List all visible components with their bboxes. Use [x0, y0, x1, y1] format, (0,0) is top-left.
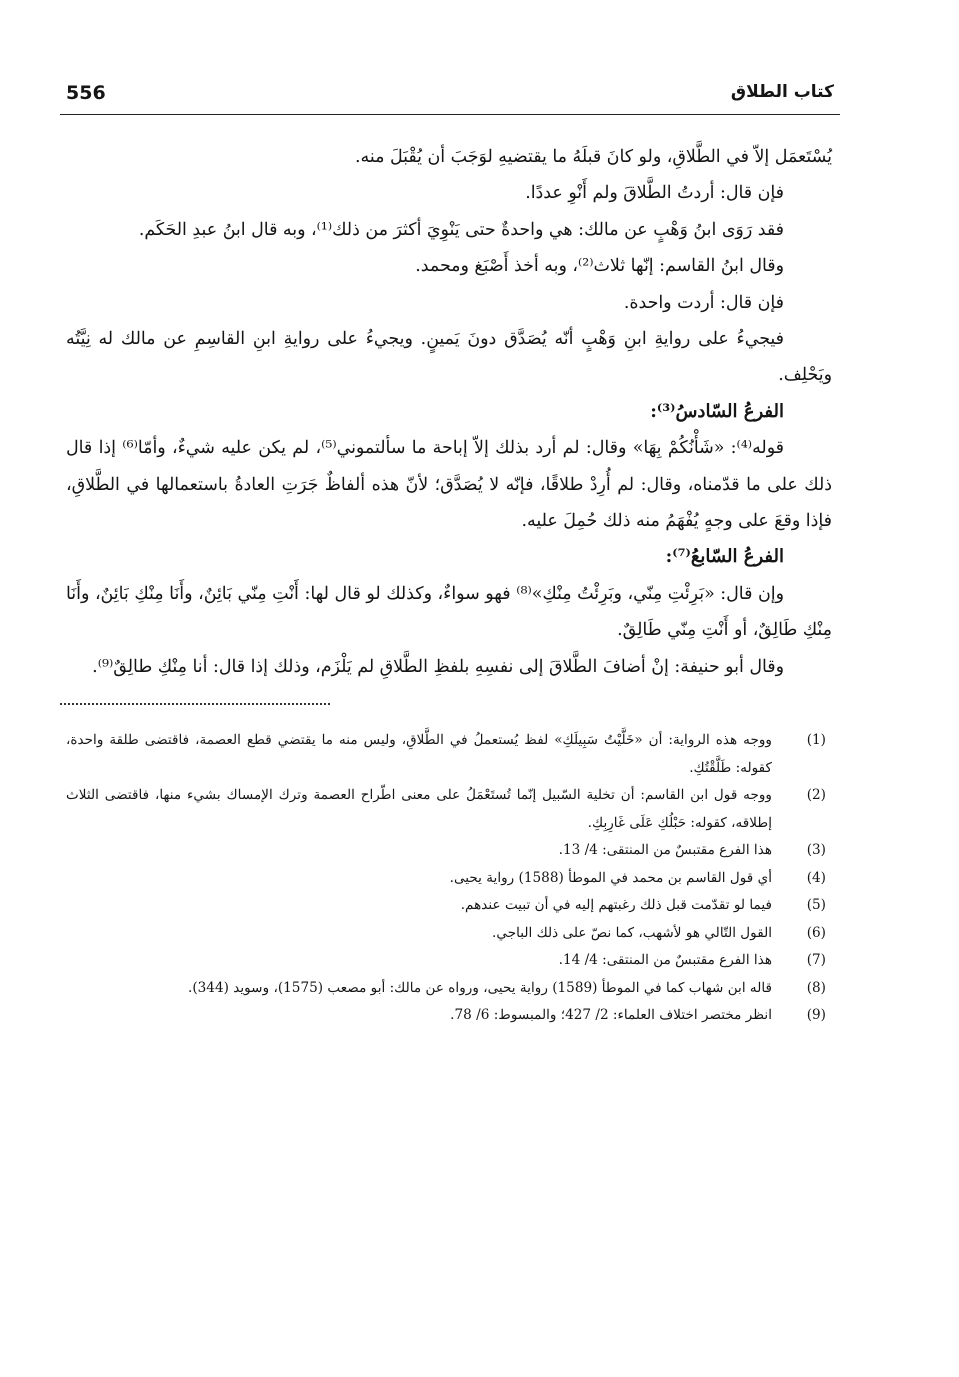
footnote	[66, 865, 832, 893]
paragraph: فإن قال: أردتُ الطَّلاقَ ولم أَنْوِ عددًا.	[525, 183, 784, 204]
footnote-separator	[60, 703, 330, 705]
footnote-text: القول التّالي هو لأشهب، كما نصّ على ذلك الباجي.	[492, 924, 772, 941]
footnote-number: (7)	[806, 952, 826, 969]
paragraph: قوله⁽⁴⁾: «شَأْنُكُمْ بِهَا» وقال: لم أرد بذلك إلاّ إباحة ما سألتموني⁽⁵⁾، لم يكن عليه شيءٌ، وأمّا⁽⁶⁾ إذا قال ذلك على ما قدّمناه، وقال: لم أُرِدْ طلاقًا، فإنّه لا يُصَدَّق؛ لأنّ هذه ألفاظٌ جَرَتِ العادةُ باستعمالها في الطَّلاقِ، فإذا وقعَ على وجهٍ يُفْهَمُ منه ذلك حُمِلَ عليه.	[66, 438, 832, 532]
page-header	[60, 78, 840, 115]
footnote-number: (5)	[806, 897, 826, 914]
section-heading: الفرعُ السّابعُ⁽⁷⁾:	[665, 546, 784, 568]
paragraph: وقال ابنُ القاسم: إنّها ثلاث⁽²⁾، وبه أخذ أَصْبَغ ومحمد.	[415, 256, 784, 277]
footnote-text: فيما لو تقدّمت قبل ذلك رغبتهم إليه في أن تبيت عندهم.	[460, 897, 772, 914]
running-title: كتاب الطلاق	[730, 82, 834, 102]
footnote-number: (9)	[806, 1007, 826, 1024]
main-text	[60, 139, 840, 685]
footnote-number: (3)	[806, 842, 826, 859]
footnote-text: ووجه قول ابن القاسم: أن تخلية السّبيل إنّما تُستَعْمَلُ على معنى اطّراح العصمة وترك الإمساك بشيء منها، فاقتضى الثلاث إطلاقه، كقوله: حَبْلُكِ عَلَى غَارِبِكِ.	[66, 787, 772, 831]
footnote	[66, 892, 832, 920]
footnote-number: (4)	[806, 869, 826, 886]
paragraph: يُسْتَعمَل إلاّ في الطَّلاقِ، ولو كانَ قبلَهُ ما يقتضيهِ لوَجَبَ أن يُقْبَلَ منه.	[355, 147, 832, 167]
footnote	[66, 947, 832, 975]
footnotes	[60, 727, 840, 1030]
footnote	[66, 975, 832, 1003]
footnote	[66, 920, 832, 948]
paragraph: وإن قال: «بَرِئْتِ مِنّي، وبَرِئْتُ مِنْكِ»⁽⁸⁾ فهو سواءٌ، وكذلك لو قال لها: أَنْتِ مِنّي بَائِنٌ، وأَنَا مِنْكِ بَائِنٌ، وأَنَا مِنْكِ طَالِقٌ، أو أَنْتِ مِنّي طَالِقٌ.	[66, 583, 832, 641]
footnote-number: (1)	[806, 732, 826, 749]
footnote-text: أي قول القاسم بن محمد في الموطأ (1588) رواية يحيى.	[449, 869, 772, 886]
footnote	[66, 837, 832, 865]
paragraph: وقال أبو حنيفة: إنْ أضافَ الطَّلاقَ إلى نفسِهِ بلفظِ الطَّلاقِ لم يَلْزَم، وذلك إذا قال: أنا مِنْكِ طالِقٌ⁽⁹⁾.	[92, 656, 784, 677]
footnote-number: (2)	[806, 787, 826, 804]
footnote-text: قاله ابن شهاب كما في الموطأ (1589) رواية يحيى، ورواه عن مالك: أبو مصعب (1575)، وسويد (344).	[188, 979, 772, 996]
footnote-text: هذا الفرع مقتبسٌ من المنتقى: 4/ 14.	[558, 952, 772, 969]
footnote-number: (6)	[806, 924, 826, 941]
book-page	[60, 78, 840, 1318]
footnote	[66, 1002, 832, 1030]
paragraph: فيجيءُ على روايةِ ابنِ وَهْبٍ أنّه يُصَدَّق دونَ يَمينٍ. ويجيءُ على روايةِ ابنِ القاسِمِ عن مالك له نِيَّتُه ويَحْلِف.	[66, 329, 832, 386]
footnote-number: (8)	[806, 979, 826, 996]
paragraph: فإن قال: أردت واحدة.	[623, 292, 784, 313]
page-number: 556	[66, 82, 106, 104]
footnote-text: ووجه هذه الرواية: أن «خَلَّيْتُ سَبِيلَكِ» لفظ يُستعملُ في الطَّلاقِ، وليس منه ما يقتضي قطع العصمة، فاقتضى طلقة واحدة، كقوله: طَلَّقْتُكِ.	[66, 732, 772, 776]
paragraph: فقد رَوَى ابنُ وَهْبٍ عن مالك: هي واحدةٌ حتى يَنْوِيَ أكثرَ من ذلك⁽¹⁾، وبه قال ابنُ عبدِ الحَكَم.	[138, 219, 784, 240]
section-heading: الفرعُ السّادسُ⁽³⁾:	[650, 400, 784, 422]
footnote-text: انظر مختصر اختلاف العلماء: 2/ 427؛ والمبسوط: 6/ 78.	[450, 1007, 772, 1024]
footnote	[66, 727, 832, 782]
footnote-text: هذا الفرع مقتبسٌ من المنتقى: 4/ 13.	[558, 842, 772, 859]
footnote	[66, 782, 832, 837]
